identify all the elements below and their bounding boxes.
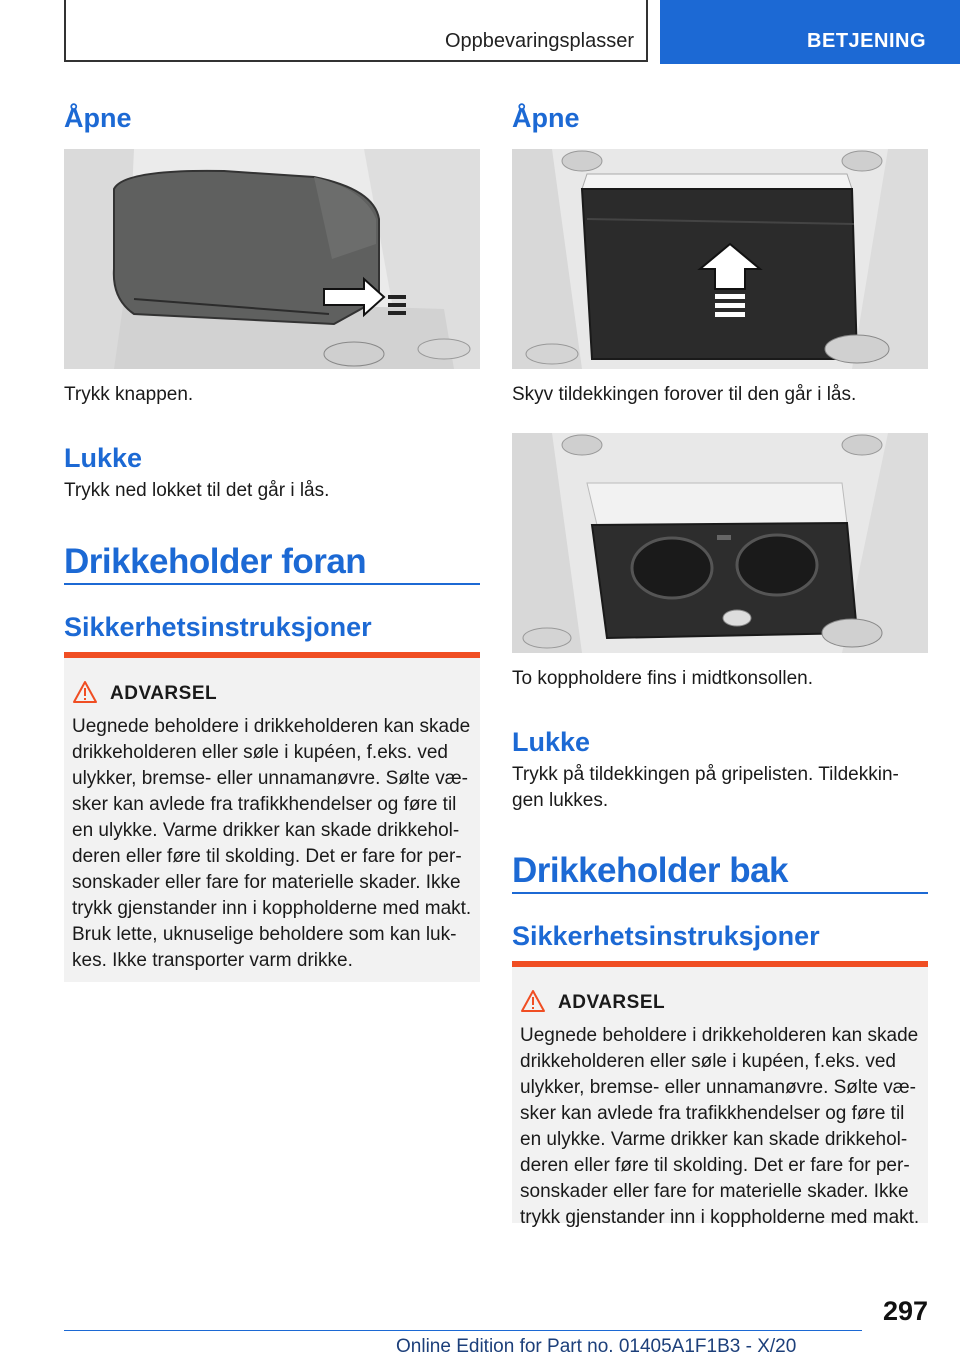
heading-open-cover: Åpne: [512, 103, 580, 133]
caption-two-cupholders: To koppholdere fins i midtkonsollen.: [512, 668, 814, 689]
heading-close-cover: Lukke: [512, 727, 591, 757]
warning-line: Bruk lette, uknuselige beholdere som kan luk-: [72, 924, 457, 945]
warning-line: drikkeholderen eller søle i kupéen, f.eks. ved: [520, 1051, 896, 1072]
sliding-cover-image: [512, 149, 928, 369]
caption-slide-cover: Skyv tildekkingen forover til den går i lås.: [512, 384, 857, 405]
title-rear-cupholder: Drikkeholder bak: [512, 851, 788, 890]
warning-header: [72, 680, 218, 706]
armrest-image: [64, 149, 480, 369]
warning-line: Uegnede beholdere i drikkeholderen kan skade: [520, 1025, 919, 1046]
text-close-armrest: Trykk ned lokket til det går i lås.: [64, 480, 330, 501]
cover-illustration: [512, 149, 928, 369]
warning-line: sker kan avlede fra trafikkhendelser og føre til: [72, 794, 457, 815]
text-close-cover: [512, 762, 928, 814]
warning-label: ADVARSEL: [558, 992, 666, 1013]
warning-line: Uegnede beholdere i drikkeholderen kan skade: [72, 716, 471, 737]
heading-safety-front: Sikkerhetsinstruksjoner: [64, 612, 372, 642]
header-chapter-tab[interactable]: [660, 0, 960, 64]
close-cover-line: Trykk på tildekkingen på gripelisten. Tildekkin-: [512, 764, 899, 785]
warning-header: [520, 989, 666, 1015]
heading-open-armrest: Åpne: [64, 103, 132, 133]
warning-triangle-icon: [72, 680, 98, 704]
warning-line: trykk gjenstander inn i koppholderne med makt.: [520, 1207, 920, 1228]
warning-line: deren eller føre til skolding. Det er fare for per-: [72, 846, 462, 867]
warning-box-rear: [512, 961, 928, 1228]
title-rule: [64, 583, 480, 585]
warning-line: sonskader eller fare for materielle skader. Ikke: [72, 872, 461, 893]
page-number: 297: [882, 1296, 928, 1326]
title-rule: [512, 892, 928, 894]
warning-triangle-icon: [520, 989, 546, 1013]
title-front-cupholder: Drikkeholder foran: [64, 542, 367, 581]
warning-line: deren eller føre til skolding. Det er fare for per-: [520, 1155, 910, 1176]
header-chapter-title: BETJENING: [807, 30, 926, 52]
warning-line: trykk gjenstander inn i koppholderne med makt.: [72, 898, 472, 919]
close-cover-line: gen lukkes.: [512, 790, 609, 811]
warning-box-front: [64, 652, 480, 982]
page-header: [64, 0, 960, 66]
warning-line: sonskader eller fare for materielle skader. Ikke: [520, 1181, 909, 1202]
warning-line: kes. Ikke transporter varm drikke.: [72, 950, 353, 971]
cupholder-illustration: [512, 433, 928, 653]
footer-rule: [64, 1330, 862, 1331]
warning-line: ulykker, bremse- eller unnamanøvre. Sølte væ-: [72, 768, 468, 789]
footer-edition: Online Edition for Part no. 01405A1F1B3 - X/20: [396, 1336, 797, 1357]
warning-line: en ulykke. Varme drikker kan skade drikkehol-: [72, 820, 460, 841]
warning-line: sker kan avlede fra trafikkhendelser og føre til: [520, 1103, 905, 1124]
warning-label: ADVARSEL: [110, 683, 218, 704]
cupholder-image: [512, 433, 928, 653]
warning-line: drikkeholderen eller søle i kupéen, f.eks. ved: [72, 742, 448, 763]
header-section-box: [64, 0, 648, 62]
armrest-illustration: [64, 149, 480, 369]
header-section-title: Oppbevaringsplasser: [445, 30, 634, 52]
warning-line: ulykker, bremse- eller unnamanøvre. Sølte væ-: [520, 1077, 916, 1098]
warning-line: en ulykke. Varme drikker kan skade drikkehol-: [520, 1129, 908, 1150]
warning-text: [72, 714, 476, 974]
caption-press-button: Trykk knappen.: [64, 384, 194, 405]
heading-close-armrest: Lukke: [64, 443, 143, 473]
heading-safety-rear: Sikkerhetsinstruksjoner: [512, 921, 820, 951]
warning-text: [520, 1023, 924, 1231]
